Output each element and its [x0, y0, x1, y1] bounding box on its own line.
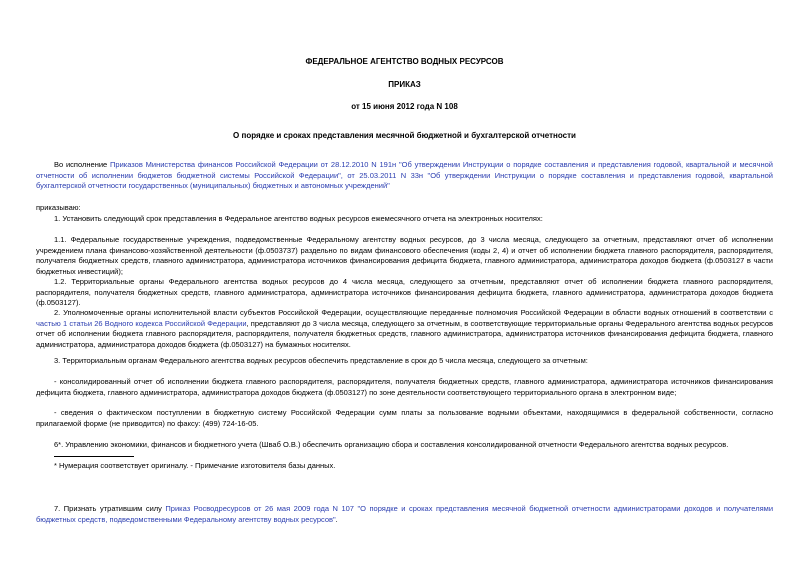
- intro-paragraph: [36, 160, 773, 192]
- footnote-divider: [54, 456, 134, 457]
- order-107-link[interactable]: Приказ Росводресурсов от 26 мая 2009 года N 107 "О порядке и сроках представления месячной бюджетной отчетности администраторами доходов и получателями бюджетных средств, подведомственными Федеральному агентству водных ресурсов": [36, 504, 774, 524]
- item-1-1: 1.1. Федеральные государственные учреждения, подведомственные Федеральному агентству водных ресурсов, до 3 числа месяца, следующего за отчетным, представляют отчет об исполнении учреждением плана финансово-хозяйственной деятельности (ф.0503737) раздельно по видам финансового обеспечения (коды 2, 4) и отчет об исполнении бюджета главного распорядителя, распорядителя, получателя бюджетных средств, главного администратора, администратора источников финансирования дефицита бюджета, главного администратора, администратора доходов бюджета (ф.0503127 в части бюджетных инвестиций);: [36, 235, 773, 276]
- document-title: О порядке и сроках представления месячной бюджетной и бухгалтерской отчетности: [233, 131, 576, 140]
- document-date-number: от 15 июня 2012 года N 108: [351, 102, 458, 111]
- item-3: 3. Территориальным органам Федерального агентства водных ресурсов обеспечить представление в срок до 5 числа месяца, следующего за отчетным:: [54, 356, 588, 365]
- item-6: 6*. Управлению экономики, финансов и бюджетного учета (Шваб О.В.) обеспечить организацию сбора и составления консолидированной отчетности Федерального агентства водных ресурсов.: [54, 440, 729, 449]
- document-type: ПРИКАЗ: [388, 80, 421, 89]
- item-2: [36, 308, 773, 350]
- item-2-text-tail: , представляют до 3 числа месяца, следующего за отчетным, в соответствующие территориальные органы Федерального агентства водных ресурсов отчет об исполнении бюджета главного распорядителя, распорядителя, получателя бюджетных средств, главного администратора, администратора источников финансирования дефицита бюджета, главного администратора, администратора доходов бюджета (ф.0503127) на бумажных носителях.: [36, 318, 773, 349]
- item-1: 1. Установить следующий срок представления в Федеральное агентство водных ресурсов ежемесячного отчета на электронных носителях:: [54, 214, 543, 223]
- item-3-a: - консолидированный отчет об исполнении бюджета главного распорядителя, распорядителя, получателя бюджетных средств, главного администратора, администратора источников финансирования дефицита бюджета, главного администратора, администратора доходов бюджета (ф.0503127) по зоне деятельности соответствующего территориального органа в электронном виде;: [36, 377, 773, 397]
- intro-link[interactable]: Приказов Министерства финансов Российской Федерации от 28.12.2010 N 191н "Об утверждении Инструкции о порядке составления и представления годовой, квартальной и месячной отчетности об исполнении бюджетов бюджетной системы Российской Федерации", от 25.03.2011 N 33н "Об утверждении Инструкции о порядке составления и представления годовой, квартальной бухгалтерской отчетности государственных (муниципальных) бюджетных и автономных учреждений": [36, 160, 773, 190]
- item-2-text: 2. Уполномоченные органы исполнительной власти субъектов Российской Федерации, осуществляющие переданные полномочия Российской Федерации в области водных отношений в соответствии с: [54, 308, 773, 317]
- item-3-b: - сведения о фактическом поступлении в бюджетную систему Российской Федерации сумм платы за пользование водными объектами, находящимися в федеральной собственности, согласно прилагаемой форме (не приводится) по факсу: (499) 724-16-05.: [36, 408, 773, 428]
- intro-text: Во исполнение: [54, 160, 111, 169]
- item-7-text-tail: .: [335, 514, 338, 524]
- item-7: [36, 504, 773, 525]
- water-code-link[interactable]: частью 1 статьи 26 Водного кодекса Российской Федерации: [36, 318, 247, 328]
- agency-name: ФЕДЕРАЛЬНОЕ АГЕНТСТВО ВОДНЫХ РЕСУРСОВ: [305, 57, 504, 66]
- item-1-2: 1.2. Территориальные органы Федерального агентства водных ресурсов до 4 числа месяца, следующего за отчетным, представляют отчет об исполнении бюджета главного распорядителя, распорядителя, получателя бюджетных средств, главного администратора, администратора источников финансирования дефицита бюджета, главного администратора, администратора доходов бюджета (ф.0503127).: [36, 277, 773, 307]
- orders-line: приказываю:: [36, 203, 81, 212]
- item-7-text: 7. Признать утратившим силу: [54, 504, 166, 513]
- footnote: * Нумерация соответствует оригиналу. - Примечание изготовителя базы данных.: [54, 461, 336, 470]
